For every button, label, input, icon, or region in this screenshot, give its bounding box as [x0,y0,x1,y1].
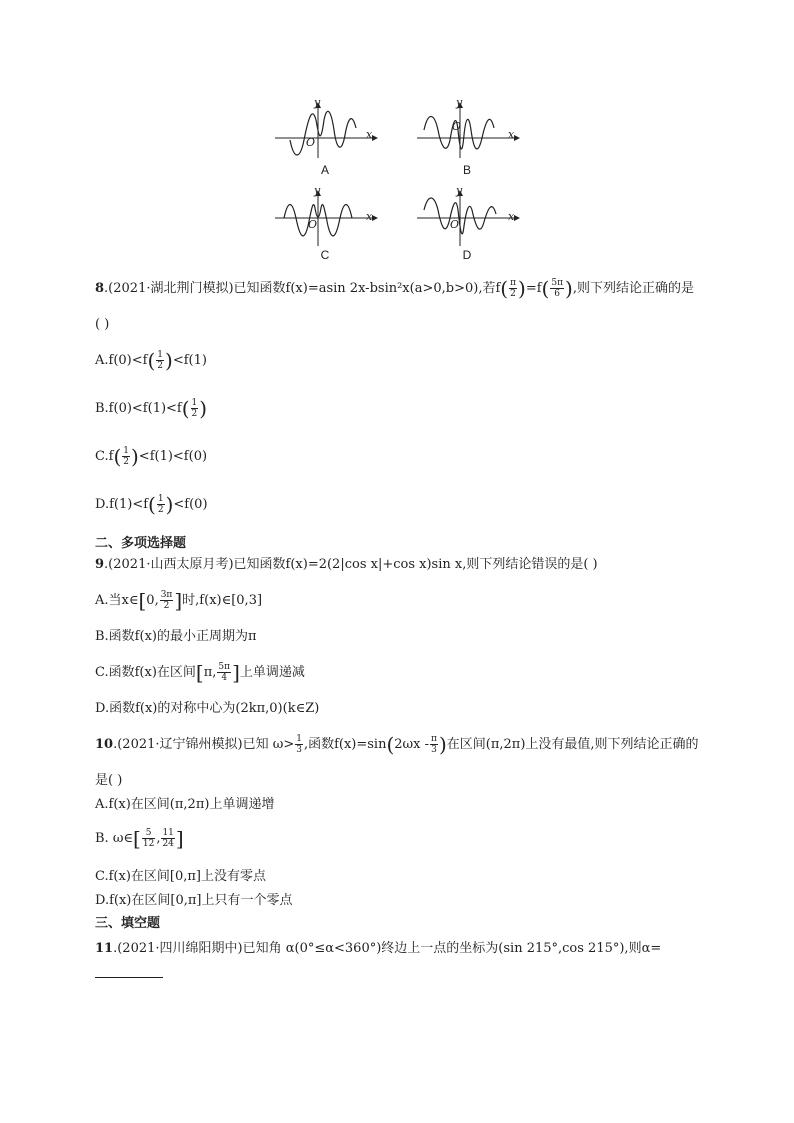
q8-eq: =f [525,281,542,296]
graph-b-x: x [508,128,515,141]
graph-a-label: A [320,163,329,177]
graph-a-plot [270,100,380,160]
q8-option-b: B.f(0)<f(1)<f( $\frac{1}{2}$ ) [95,396,208,421]
q8-frac1: $\frac{\pi}{2}$ [510,278,516,299]
q10-option-a: A.f(x)在区间(π,2π)上单调递增 [95,797,275,812]
graph-b-label: B [462,163,471,177]
q8-stem: 8.(2021·湖北荆门模拟)已知函数f(x)=asin 2x-bsin²x(a>0,b>0),若f( $\frac{\pi}{2}$ )=f( $\frac{5\pi}{6}$ ),则下列结论正确的是 [95,276,694,301]
graph-d-x: x [508,210,515,223]
graph-b-origin: O [452,120,462,133]
q8-option-d: D.f(1)<f( $\frac{1}{2}$ )<f(0) [95,492,208,517]
graph-a-y: y [314,96,321,109]
graph-d-y: y [456,184,463,197]
graph-b-y: y [456,96,463,109]
q10-option-b: B. ω∈[ $\frac{5}{12}$ , $\frac{11}{24}$ ] [95,826,184,851]
q8-source: .(2021·湖北荆门模拟)已知函数 [104,281,286,296]
q8-tail: ,则下列结论正确的是 [572,281,694,296]
section-multiple-choice: 二、多项选择题 [95,535,187,550]
q8-frac2: $\frac{5\pi}{6}$ [551,278,563,299]
q8-function: f(x)=asin 2x-bsin²x(a>0,b>0),若 [285,281,496,296]
q9-option-a: A.当x∈[0, $\frac{3\pi}{2}$ ]时,f(x)∈[0,3] [95,588,263,613]
graph-a-x: x [366,128,373,141]
q9-option-d: D.函数f(x)的对称中心为(2kπ,0)(k∈Z) [95,701,320,716]
graph-c-origin: O [308,218,318,231]
graph-a-origin: O [306,136,316,149]
section-fill-in: 三、填空题 [95,915,161,930]
q8-option-a: A.f(0)<f( $\frac{1}{2}$ )<f(1) [95,348,207,373]
q8-number: 8 [95,281,105,296]
q8-option-c: C.f( $\frac{1}{2}$ )<f(1)<f(0) [95,444,208,469]
q10-option-c: C.f(x)在区间[0,π]上没有零点 [95,869,266,884]
graph-c-y: y [314,184,321,197]
graph-d-label: D [462,248,472,262]
graph-b-plot [412,100,522,160]
q10-option-d: D.f(x)在区间[0,π]上只有一个零点 [95,893,293,908]
q9-option-c: C.函数f(x)在区间[π, $\frac{5\pi}{4}$ ]上单调递减 [95,660,305,685]
q11-stem: 11.(2021·四川绵阳期中)已知角 α(0°≤α<360°)终边上一点的坐标为(sin 215°,cos 215°),则α= [95,941,662,956]
graph-c-label: C [320,248,330,262]
q11-answer-blank[interactable] [95,977,163,978]
q10-stem-line2: 是( ) [95,773,123,788]
graph-d-plot [412,188,522,248]
q8-f1: f [495,281,501,296]
graph-d-origin: O [450,218,460,231]
q10-stem: 10.(2021·辽宁锦州模拟)已知 ω> $\frac{1}{3}$ ,函数f(x)=sin(2ωx - $\frac{\pi}{3}$ )在区间(π,2π)上没有最值,则下列结论正确的 [95,732,699,757]
q9-stem: 9.(2021·山西太原月考)已知函数f(x)=2(2|cos x|+cos x)sin x,则下列结论错误的是( ) [95,557,598,572]
graph-c-plot [270,188,380,248]
graph-c-x: x [366,210,373,223]
q8-answer-blank: ( ) [95,317,110,332]
q9-option-b: B.函数f(x)的最小正周期为π [95,629,257,644]
